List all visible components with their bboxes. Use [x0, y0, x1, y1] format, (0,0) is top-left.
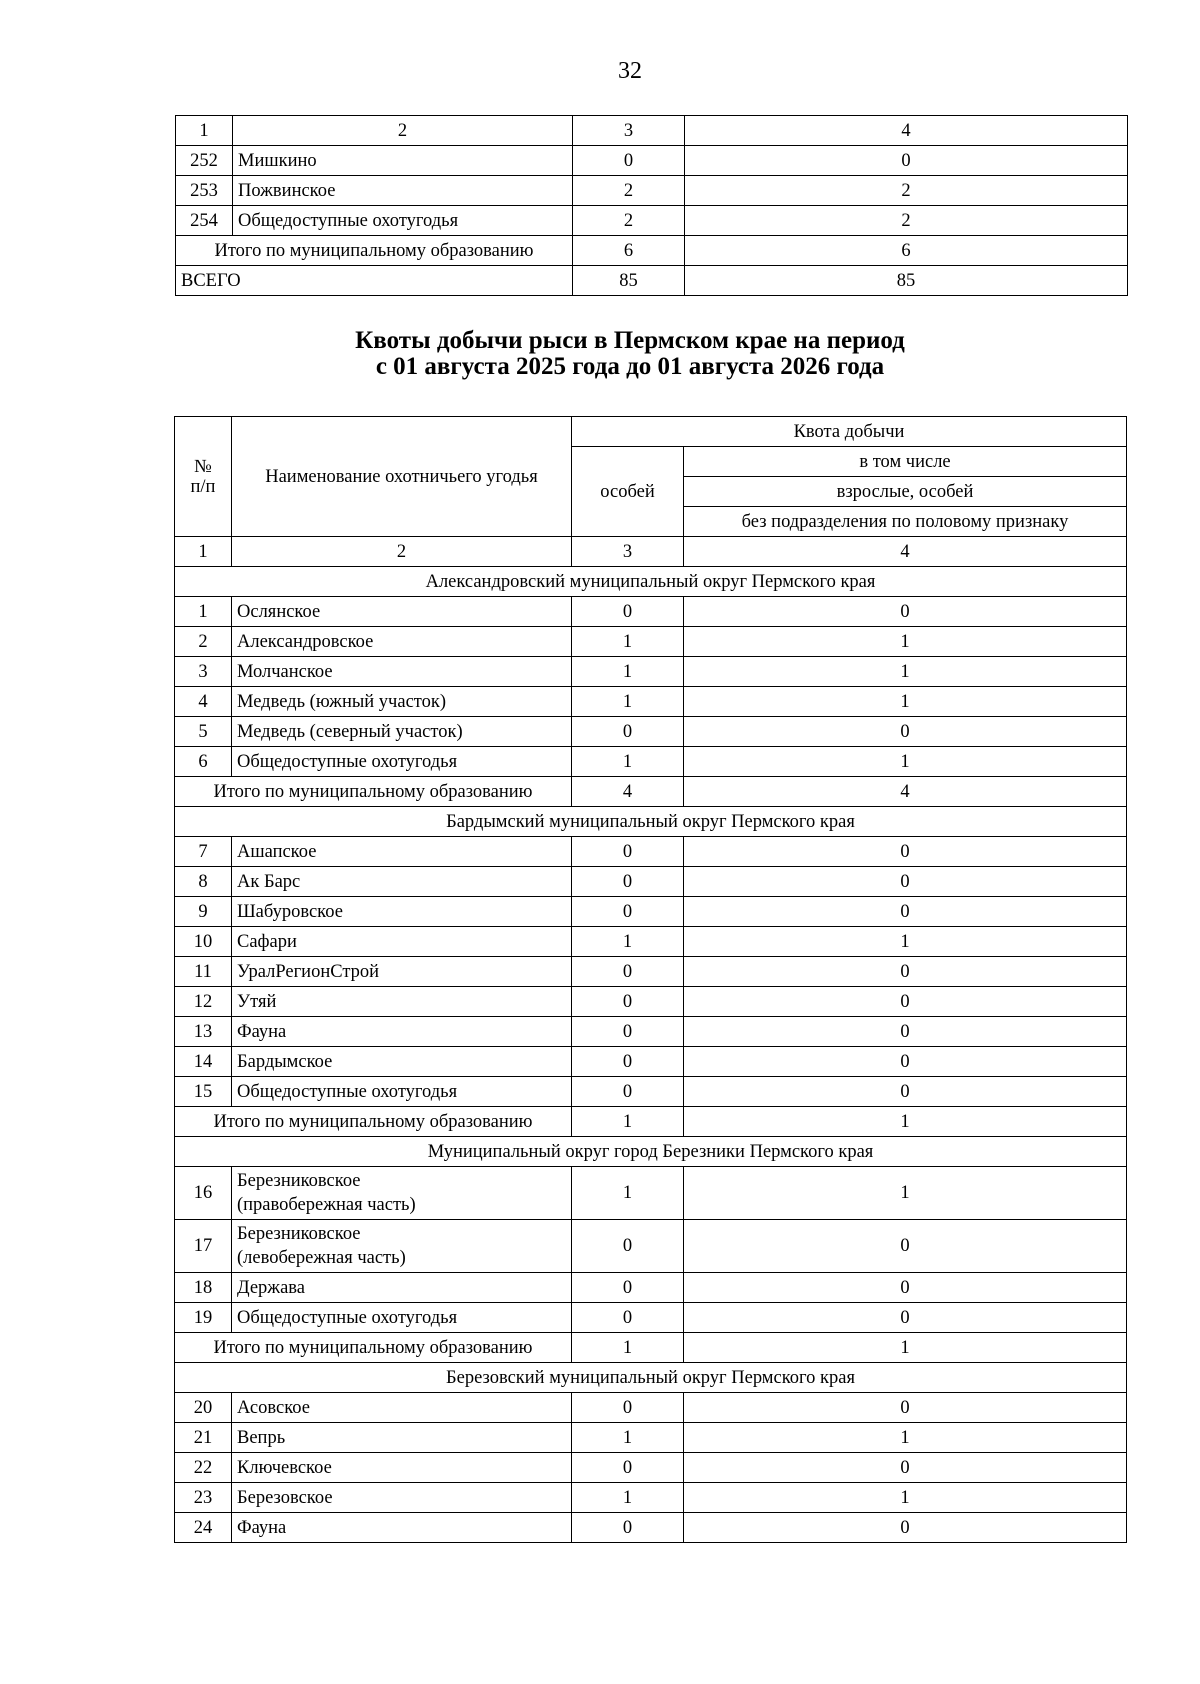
title-line-1: Квоты добычи рыси в Пермском крае на период [355, 327, 905, 354]
hunting-ground-name [232, 1167, 572, 1220]
subtotal-row [175, 1333, 1127, 1363]
quota-total: 0 [572, 897, 684, 927]
table-row [175, 1017, 1127, 1047]
table-row [175, 957, 1127, 987]
section-title-row [175, 567, 1127, 597]
section-title: Александровский муниципальный округ Пермского края [175, 567, 1127, 597]
hunting-ground-name [232, 597, 572, 627]
table-row [176, 146, 1128, 176]
hunting-ground-name [232, 897, 572, 927]
table-row [175, 1453, 1127, 1483]
header-including: в том числе [684, 447, 1127, 477]
row-number: 23 [175, 1483, 232, 1513]
hunting-ground-name-line: Молчанское [237, 661, 333, 682]
quota-adults: 0 [684, 1273, 1127, 1303]
table-row [175, 1220, 1127, 1273]
hunting-ground-name-line: (левобережная часть) [237, 1248, 406, 1268]
page-number: 32 [618, 58, 642, 84]
row-number: 3 [175, 657, 232, 687]
subtotal-label: Итого по муниципальному образованию [175, 1107, 572, 1137]
subtotal-total: 6 [573, 236, 685, 266]
quota-total: 0 [572, 1273, 684, 1303]
column-number: 4 [684, 537, 1127, 567]
column-number: 2 [232, 537, 572, 567]
subtotal-adults: 1 [684, 1333, 1127, 1363]
hunting-ground-name [232, 1453, 572, 1483]
column-number: 2 [233, 116, 573, 146]
table-row [175, 1513, 1127, 1543]
table-row [175, 1393, 1127, 1423]
subtotal-total: 1 [572, 1107, 684, 1137]
header-quota: Квота добычи [572, 417, 1127, 447]
section-title-row [175, 1137, 1127, 1167]
hunting-ground-name-line: Ашапское [237, 841, 317, 862]
hunting-ground-name-line: Ослянское [237, 601, 321, 622]
hunting-ground-name-line: Медведь (южный участок) [237, 691, 447, 712]
row-number: 20 [175, 1393, 232, 1423]
table-row [175, 1077, 1127, 1107]
quota-total: 1 [572, 687, 684, 717]
header-no-sex: без подразделения по половому признаку [684, 507, 1127, 537]
hunting-ground-name-line: Общедоступные охотугодья [237, 1307, 458, 1328]
row-number: 24 [175, 1513, 232, 1543]
row-number: 6 [175, 747, 232, 777]
hunting-ground-name-line: Бардымское [237, 1051, 333, 1072]
table-row [175, 657, 1127, 687]
hunting-ground-name: Общедоступные охотугодья [233, 206, 573, 236]
section-title-row [175, 1363, 1127, 1393]
hunting-ground-name [232, 837, 572, 867]
row-number: 253 [176, 176, 233, 206]
hunting-ground-name [232, 687, 572, 717]
row-number: 252 [176, 146, 233, 176]
quota-adults: 1 [684, 1483, 1127, 1513]
quota-total: 1 [572, 627, 684, 657]
subtotal-total: 4 [572, 777, 684, 807]
hunting-ground-name [232, 1303, 572, 1333]
row-number: 12 [175, 987, 232, 1017]
quota-adults: 0 [684, 1047, 1127, 1077]
subtotal-total: 1 [572, 1333, 684, 1363]
hunting-ground-name [232, 1017, 572, 1047]
row-number: 5 [175, 717, 232, 747]
header-row [175, 417, 1127, 447]
section-title: Бардымский муниципальный округ Пермского края [175, 807, 1127, 837]
hunting-ground-name-line: Березовское [237, 1487, 333, 1508]
quota-adults: 0 [684, 867, 1127, 897]
quota-adults: 0 [685, 146, 1128, 176]
row-number: 10 [175, 927, 232, 957]
quota-adults: 2 [685, 206, 1128, 236]
grand-total-label: ВСЕГО [176, 266, 573, 296]
header-total: особей [572, 447, 684, 537]
quota-total: 2 [573, 176, 685, 206]
table-row [175, 597, 1127, 627]
grand-total-adults: 85 [685, 266, 1128, 296]
subtotal-adults: 1 [684, 1107, 1127, 1137]
row-number: 21 [175, 1423, 232, 1453]
quota-adults: 0 [684, 987, 1127, 1017]
hunting-ground-name-line: Асовское [237, 1397, 310, 1418]
hunting-ground-name [232, 627, 572, 657]
quota-total: 0 [572, 597, 684, 627]
subtotal-label: Итого по муниципальному образованию [175, 1333, 572, 1363]
quota-total: 0 [572, 1017, 684, 1047]
table-row [175, 1303, 1127, 1333]
quota-adults: 0 [684, 1077, 1127, 1107]
hunting-ground-name-line: Держава [237, 1277, 306, 1298]
quota-total: 1 [572, 1483, 684, 1513]
grand-total-total: 85 [573, 266, 685, 296]
quota-adults: 0 [684, 1220, 1127, 1273]
quota-adults: 0 [684, 957, 1127, 987]
section-title-row [175, 807, 1127, 837]
hunting-ground-name-line: Шабуровское [237, 901, 343, 922]
subtotal-adults: 4 [684, 777, 1127, 807]
table-row [175, 1273, 1127, 1303]
quota-adults: 1 [684, 657, 1127, 687]
quota-total: 1 [572, 747, 684, 777]
quota-adults: 1 [684, 747, 1127, 777]
hunting-ground-name-line: Ключевское [237, 1457, 332, 1478]
row-number: 22 [175, 1453, 232, 1483]
hunting-ground-name [232, 1273, 572, 1303]
row-number: 17 [175, 1220, 232, 1273]
row-number: 9 [175, 897, 232, 927]
quota-adults: 0 [684, 1017, 1127, 1047]
column-number: 1 [175, 537, 232, 567]
hunting-ground-name [232, 1220, 572, 1273]
hunting-ground-name-line: Березниковское [237, 1171, 361, 1191]
quota-total: 0 [572, 1220, 684, 1273]
quota-total: 0 [572, 987, 684, 1017]
quota-total: 0 [572, 837, 684, 867]
subtotal-label: Итого по муниципальному образованию [176, 236, 573, 266]
hunting-ground-name [232, 867, 572, 897]
table-row [175, 687, 1127, 717]
table-row [175, 897, 1127, 927]
quota-total: 1 [572, 657, 684, 687]
hunting-ground-name-line: Александровское [237, 631, 374, 652]
hunting-ground-name [232, 927, 572, 957]
quota-total: 1 [572, 1423, 684, 1453]
subtotal-adults: 6 [685, 236, 1128, 266]
hunting-ground-name [232, 657, 572, 687]
quota-adults: 0 [684, 597, 1127, 627]
hunting-ground-name [232, 1077, 572, 1107]
quota-adults: 0 [684, 1513, 1127, 1543]
lynx-quota-table [174, 416, 1127, 1543]
row-number: 15 [175, 1077, 232, 1107]
quota-total: 0 [572, 1047, 684, 1077]
column-number: 3 [572, 537, 684, 567]
row-number: 16 [175, 1167, 232, 1220]
section-title: Березовский муниципальный округ Пермского края [175, 1363, 1127, 1393]
header-name: Наименование охотничьего угодья [232, 417, 572, 537]
quota-adults: 0 [684, 717, 1127, 747]
hunting-ground-name-line: Утяй [237, 991, 277, 1012]
table-row [175, 1423, 1127, 1453]
table-row [175, 867, 1127, 897]
row-number: 254 [176, 206, 233, 236]
hunting-ground-name [232, 987, 572, 1017]
quota-total: 2 [573, 206, 685, 236]
quota-adults: 1 [684, 927, 1127, 957]
quota-total: 0 [572, 1393, 684, 1423]
hunting-ground-name-line: (правобережная часть) [237, 1195, 416, 1215]
subtotal-label: Итого по муниципальному образованию [175, 777, 572, 807]
hunting-ground-name [232, 747, 572, 777]
table-row [175, 717, 1127, 747]
column-number-row [175, 537, 1127, 567]
title-line-2: с 01 августа 2025 года до 01 августа 2026 года [375, 353, 885, 380]
hunting-ground-name [232, 1513, 572, 1543]
column-number: 1 [176, 116, 233, 146]
header-adults: взрослые, особей [684, 477, 1127, 507]
table-row [175, 927, 1127, 957]
row-number: 7 [175, 837, 232, 867]
column-number: 3 [573, 116, 685, 146]
quota-adults: 1 [684, 687, 1127, 717]
quota-adults: 0 [684, 1453, 1127, 1483]
quota-adults: 0 [684, 897, 1127, 927]
subtotal-row [176, 236, 1128, 266]
hunting-ground-name-line: Ак Барс [237, 871, 301, 892]
table-row [175, 1047, 1127, 1077]
row-number: 2 [175, 627, 232, 657]
quota-total: 0 [572, 1513, 684, 1543]
quota-adults: 1 [684, 1423, 1127, 1453]
hunting-ground-name-line: Сафари [237, 931, 297, 952]
table-row [175, 837, 1127, 867]
hunting-ground-name-line: Фауна [237, 1021, 287, 1042]
hunting-ground-name-line: Общедоступные охотугодья [237, 751, 458, 772]
column-number: 4 [685, 116, 1128, 146]
hunting-ground-name: Мишкино [233, 146, 573, 176]
quota-adults: 0 [684, 1393, 1127, 1423]
hunting-ground-name-line: Общедоступные охотугодья [237, 1081, 458, 1102]
hunting-ground-name: Пожвинское [233, 176, 573, 206]
quota-total: 0 [572, 867, 684, 897]
table-row [176, 206, 1128, 236]
hunting-ground-name-line: УралРегионСтрой [237, 961, 380, 982]
table-row [175, 1167, 1127, 1220]
quota-total: 0 [572, 1453, 684, 1483]
quota-total: 1 [572, 1167, 684, 1220]
hunting-ground-name [232, 1047, 572, 1077]
hunting-ground-name [232, 1423, 572, 1453]
quota-total: 0 [572, 1077, 684, 1107]
hunting-ground-name [232, 717, 572, 747]
quota-total: 0 [572, 957, 684, 987]
document-title [0, 328, 1200, 380]
table-row [175, 747, 1127, 777]
hunting-ground-name-line: Березниковское [237, 1224, 361, 1244]
hunting-ground-name-line: Фауна [237, 1517, 287, 1538]
table-row [175, 1483, 1127, 1513]
row-number: 8 [175, 867, 232, 897]
hunting-ground-name-line: Медведь (северный участок) [237, 721, 463, 742]
quota-adults: 1 [684, 1167, 1127, 1220]
hunting-ground-name [232, 1393, 572, 1423]
quota-total: 0 [572, 717, 684, 747]
quota-total: 0 [573, 146, 685, 176]
quota-adults: 0 [684, 1303, 1127, 1333]
row-number: 19 [175, 1303, 232, 1333]
grand-total-row [176, 266, 1128, 296]
row-number: 1 [175, 597, 232, 627]
subtotal-row [175, 1107, 1127, 1137]
hunting-ground-name [232, 957, 572, 987]
table-row [175, 987, 1127, 1017]
continued-quota-table [175, 115, 1128, 296]
subtotal-row [175, 777, 1127, 807]
section-title: Муниципальный округ город Березники Пермского края [175, 1137, 1127, 1167]
quota-adults: 0 [684, 837, 1127, 867]
quota-total: 1 [572, 927, 684, 957]
quota-adults: 2 [685, 176, 1128, 206]
header-num: № п/п [175, 417, 232, 537]
row-number: 4 [175, 687, 232, 717]
quota-total: 0 [572, 1303, 684, 1333]
column-number-row [176, 116, 1128, 146]
row-number: 11 [175, 957, 232, 987]
row-number: 18 [175, 1273, 232, 1303]
hunting-ground-name-line: Вепрь [237, 1427, 286, 1448]
quota-adults: 1 [684, 627, 1127, 657]
row-number: 14 [175, 1047, 232, 1077]
hunting-ground-name [232, 1483, 572, 1513]
table-row [176, 176, 1128, 206]
row-number: 13 [175, 1017, 232, 1047]
table-row [175, 627, 1127, 657]
